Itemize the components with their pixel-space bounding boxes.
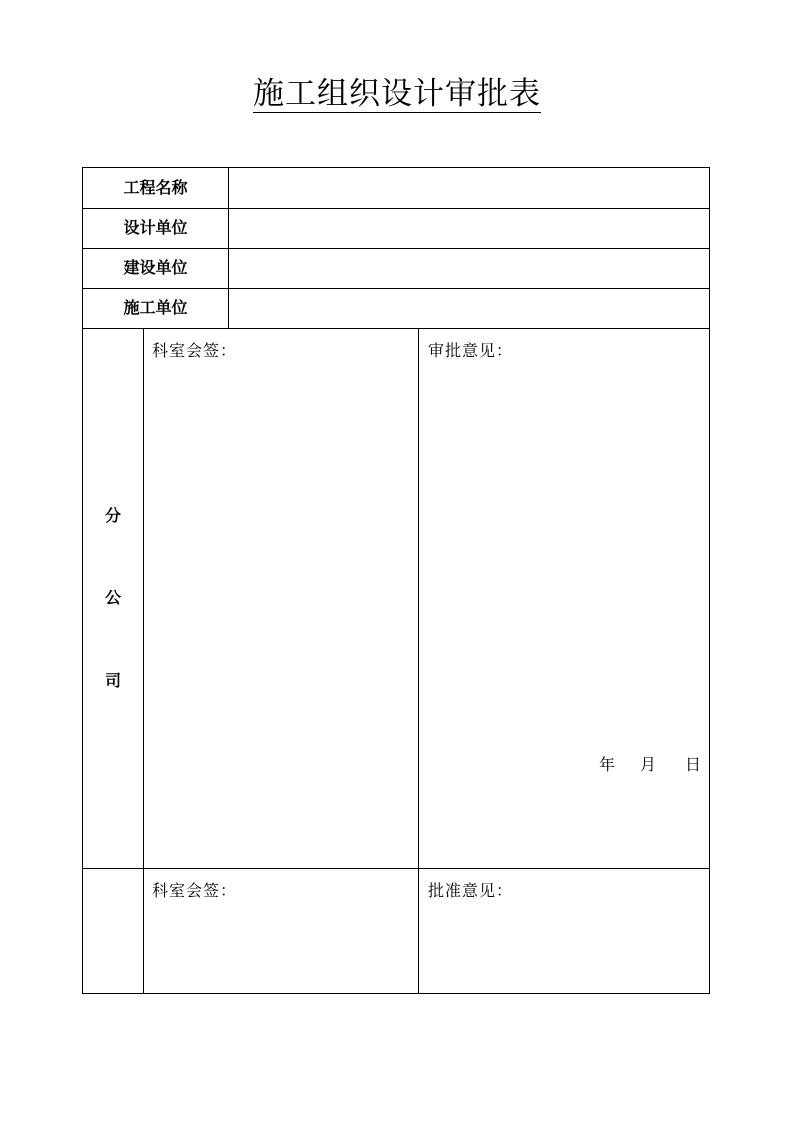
row-divider — [83, 328, 709, 329]
branch-approval-opinion-label: 审批意见： — [428, 341, 514, 360]
branch-label-char-2: 公 — [104, 588, 121, 607]
design-unit-field[interactable] — [229, 209, 709, 248]
project-name-field[interactable] — [229, 168, 709, 208]
column-divider — [418, 328, 419, 994]
row-divider — [83, 868, 709, 869]
branch-label-char-3: 司 — [104, 671, 121, 690]
final-approve-opinion-label: 批准意见： — [428, 881, 514, 900]
branch-label-char-1: 分 — [104, 506, 121, 525]
form-title-text: 施工组织设计审批表 — [253, 76, 541, 112]
column-divider — [143, 328, 144, 994]
construction-owner-label: 建设单位 — [123, 258, 188, 277]
date-month-label: 月 — [640, 755, 657, 774]
date-year-label: 年 — [599, 755, 616, 774]
contractor-label: 施工单位 — [123, 298, 188, 317]
contractor-field[interactable] — [229, 289, 709, 328]
approval-form-table — [82, 167, 710, 994]
design-unit-label: 设计单位 — [123, 218, 188, 237]
date-day-label: 日 — [685, 755, 702, 774]
final-dept-signoff-label: 科室会签： — [152, 881, 238, 900]
construction-owner-field[interactable] — [229, 249, 709, 288]
project-name-label: 工程名称 — [123, 178, 188, 197]
branch-dept-signoff-label: 科室会签： — [152, 341, 238, 360]
form-title — [0, 74, 794, 114]
